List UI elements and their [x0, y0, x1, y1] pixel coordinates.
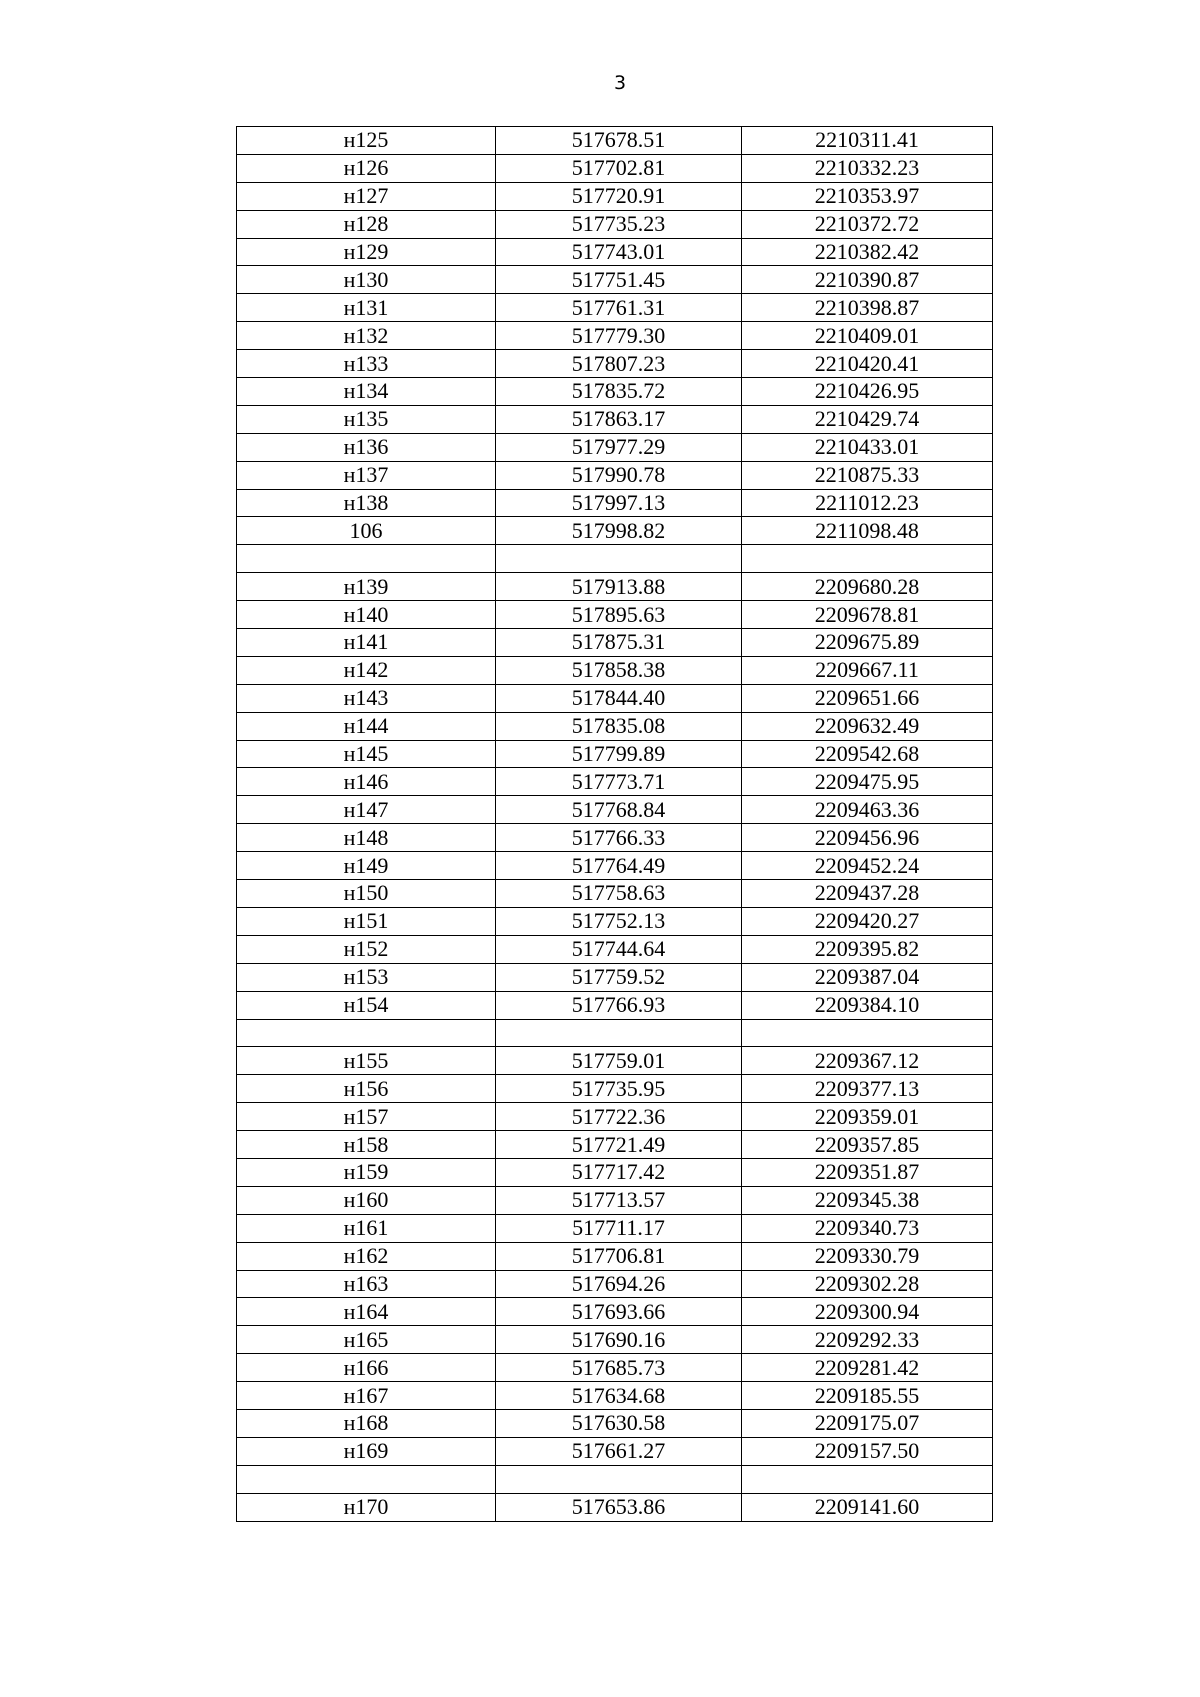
- table-row: [237, 1270, 993, 1298]
- x-coordinate-cell: 517744.64: [496, 935, 742, 963]
- point-id-cell: н165: [237, 1326, 496, 1354]
- y-coordinate-cell: 2209456.96: [742, 824, 993, 852]
- x-coordinate-cell: 517690.16: [496, 1326, 742, 1354]
- table-row: [237, 907, 993, 935]
- point-id-cell: н164: [237, 1298, 496, 1326]
- x-coordinate-cell: 517761.31: [496, 294, 742, 322]
- table-row: [237, 1214, 993, 1242]
- x-coordinate-cell: 517773.71: [496, 768, 742, 796]
- y-coordinate-cell: 2209300.94: [742, 1298, 993, 1326]
- point-id-cell: [237, 1019, 496, 1047]
- x-coordinate-cell: 517711.17: [496, 1214, 742, 1242]
- table-row: [237, 1131, 993, 1159]
- x-coordinate-cell: 517895.63: [496, 601, 742, 629]
- point-id-cell: н168: [237, 1409, 496, 1437]
- table-row: [237, 629, 993, 657]
- x-coordinate-cell: 517735.23: [496, 210, 742, 238]
- table-row: [237, 601, 993, 629]
- y-coordinate-cell: 2210382.42: [742, 238, 993, 266]
- point-id-cell: н148: [237, 824, 496, 852]
- table-row: [237, 1103, 993, 1131]
- point-id-cell: н129: [237, 238, 496, 266]
- x-coordinate-cell: 517685.73: [496, 1354, 742, 1382]
- y-coordinate-cell: 2209141.60: [742, 1493, 993, 1521]
- table-row: [237, 768, 993, 796]
- y-coordinate-cell: [742, 1465, 993, 1493]
- table-row: [237, 991, 993, 1019]
- table-row: [237, 182, 993, 210]
- point-id-cell: н144: [237, 712, 496, 740]
- point-id-cell: н153: [237, 963, 496, 991]
- point-id-cell: н137: [237, 461, 496, 489]
- point-id-cell: н127: [237, 182, 496, 210]
- y-coordinate-cell: 2209359.01: [742, 1103, 993, 1131]
- table-row: [237, 210, 993, 238]
- point-id-cell: н163: [237, 1270, 496, 1298]
- x-coordinate-cell: 517998.82: [496, 517, 742, 545]
- point-id-cell: н151: [237, 907, 496, 935]
- table-row: [237, 1242, 993, 1270]
- x-coordinate-cell: 517752.13: [496, 907, 742, 935]
- point-id-cell: н170: [237, 1493, 496, 1521]
- table-row: [237, 796, 993, 824]
- y-coordinate-cell: [742, 1019, 993, 1047]
- x-coordinate-cell: 517913.88: [496, 573, 742, 601]
- y-coordinate-cell: 2209340.73: [742, 1214, 993, 1242]
- point-id-cell: н145: [237, 740, 496, 768]
- point-id-cell: н149: [237, 852, 496, 880]
- x-coordinate-cell: 517764.49: [496, 852, 742, 880]
- x-coordinate-cell: 517751.45: [496, 266, 742, 294]
- y-coordinate-cell: 2210332.23: [742, 154, 993, 182]
- x-coordinate-cell: 517990.78: [496, 461, 742, 489]
- table-row: [237, 1047, 993, 1075]
- y-coordinate-cell: 2210409.01: [742, 322, 993, 350]
- point-id-cell: н155: [237, 1047, 496, 1075]
- y-coordinate-cell: 2210311.41: [742, 127, 993, 155]
- y-coordinate-cell: 2211098.48: [742, 517, 993, 545]
- point-id-cell: н138: [237, 489, 496, 517]
- y-coordinate-cell: 2209542.68: [742, 740, 993, 768]
- table-row: [237, 880, 993, 908]
- table-row: [237, 294, 993, 322]
- x-coordinate-cell: 517875.31: [496, 629, 742, 657]
- coordinates-table: [236, 126, 993, 1522]
- y-coordinate-cell: 2209651.66: [742, 684, 993, 712]
- x-coordinate-cell: [496, 1465, 742, 1493]
- table-row: [237, 127, 993, 155]
- table-row: [237, 1298, 993, 1326]
- y-coordinate-cell: 2209475.95: [742, 768, 993, 796]
- point-id-cell: [237, 545, 496, 573]
- x-coordinate-cell: 517768.84: [496, 796, 742, 824]
- table-row: [237, 1493, 993, 1521]
- point-id-cell: н162: [237, 1242, 496, 1270]
- x-coordinate-cell: 517759.01: [496, 1047, 742, 1075]
- table-row: [237, 433, 993, 461]
- y-coordinate-cell: 2210390.87: [742, 266, 993, 294]
- point-id-cell: н146: [237, 768, 496, 796]
- y-coordinate-cell: 2209185.55: [742, 1382, 993, 1410]
- y-coordinate-cell: 2209387.04: [742, 963, 993, 991]
- point-id-cell: н158: [237, 1131, 496, 1159]
- point-id-cell: н160: [237, 1186, 496, 1214]
- y-coordinate-cell: 2209675.89: [742, 629, 993, 657]
- table-row: [237, 740, 993, 768]
- y-coordinate-cell: 2210875.33: [742, 461, 993, 489]
- table-row: [237, 1019, 993, 1047]
- y-coordinate-cell: 2209632.49: [742, 712, 993, 740]
- page-number: 3: [613, 72, 627, 94]
- y-coordinate-cell: 2209463.36: [742, 796, 993, 824]
- y-coordinate-cell: 2209452.24: [742, 852, 993, 880]
- point-id-cell: н141: [237, 629, 496, 657]
- x-coordinate-cell: 517735.95: [496, 1075, 742, 1103]
- y-coordinate-cell: 2209330.79: [742, 1242, 993, 1270]
- point-id-cell: н128: [237, 210, 496, 238]
- table-row: [237, 378, 993, 406]
- x-coordinate-cell: 517717.42: [496, 1158, 742, 1186]
- x-coordinate-cell: 517653.86: [496, 1493, 742, 1521]
- table-row: [237, 935, 993, 963]
- table-row: [237, 1409, 993, 1437]
- y-coordinate-cell: 2209667.11: [742, 656, 993, 684]
- x-coordinate-cell: 517693.66: [496, 1298, 742, 1326]
- point-id-cell: н136: [237, 433, 496, 461]
- point-id-cell: н126: [237, 154, 496, 182]
- point-id-cell: н142: [237, 656, 496, 684]
- table-row: [237, 489, 993, 517]
- point-id-cell: н143: [237, 684, 496, 712]
- y-coordinate-cell: 2210372.72: [742, 210, 993, 238]
- x-coordinate-cell: 517997.13: [496, 489, 742, 517]
- y-coordinate-cell: 2210429.74: [742, 405, 993, 433]
- y-coordinate-cell: 2210426.95: [742, 378, 993, 406]
- point-id-cell: н154: [237, 991, 496, 1019]
- y-coordinate-cell: 2209367.12: [742, 1047, 993, 1075]
- point-id-cell: н134: [237, 378, 496, 406]
- x-coordinate-cell: 517722.36: [496, 1103, 742, 1131]
- point-id-cell: н147: [237, 796, 496, 824]
- y-coordinate-cell: 2209292.33: [742, 1326, 993, 1354]
- x-coordinate-cell: 517858.38: [496, 656, 742, 684]
- point-id-cell: н157: [237, 1103, 496, 1131]
- x-coordinate-cell: 517835.72: [496, 378, 742, 406]
- x-coordinate-cell: 517713.57: [496, 1186, 742, 1214]
- table-row: [237, 1326, 993, 1354]
- x-coordinate-cell: [496, 1019, 742, 1047]
- y-coordinate-cell: [742, 545, 993, 573]
- x-coordinate-cell: 517630.58: [496, 1409, 742, 1437]
- x-coordinate-cell: 517835.08: [496, 712, 742, 740]
- y-coordinate-cell: 2209157.50: [742, 1437, 993, 1465]
- x-coordinate-cell: 517799.89: [496, 740, 742, 768]
- table-row: [237, 1158, 993, 1186]
- table-row: [237, 684, 993, 712]
- x-coordinate-cell: 517863.17: [496, 405, 742, 433]
- y-coordinate-cell: 2209395.82: [742, 935, 993, 963]
- x-coordinate-cell: 517977.29: [496, 433, 742, 461]
- y-coordinate-cell: 2209302.28: [742, 1270, 993, 1298]
- table-row: [237, 405, 993, 433]
- point-id-cell: н131: [237, 294, 496, 322]
- x-coordinate-cell: 517721.49: [496, 1131, 742, 1159]
- table-row: [237, 350, 993, 378]
- table-row: [237, 154, 993, 182]
- table-row: [237, 517, 993, 545]
- y-coordinate-cell: 2210420.41: [742, 350, 993, 378]
- point-id-cell: [237, 1465, 496, 1493]
- x-coordinate-cell: 517779.30: [496, 322, 742, 350]
- x-coordinate-cell: 517766.33: [496, 824, 742, 852]
- point-id-cell: н167: [237, 1382, 496, 1410]
- x-coordinate-cell: 517743.01: [496, 238, 742, 266]
- point-id-cell: н166: [237, 1354, 496, 1382]
- point-id-cell: н169: [237, 1437, 496, 1465]
- coordinates-table-body: [237, 127, 993, 1522]
- y-coordinate-cell: 2209357.85: [742, 1131, 993, 1159]
- table-row: [237, 1437, 993, 1465]
- table-row: [237, 656, 993, 684]
- x-coordinate-cell: 517661.27: [496, 1437, 742, 1465]
- y-coordinate-cell: 2210433.01: [742, 433, 993, 461]
- table-row: [237, 573, 993, 601]
- y-coordinate-cell: 2209345.38: [742, 1186, 993, 1214]
- y-coordinate-cell: 2209437.28: [742, 880, 993, 908]
- y-coordinate-cell: 2211012.23: [742, 489, 993, 517]
- point-id-cell: н150: [237, 880, 496, 908]
- y-coordinate-cell: 2210398.87: [742, 294, 993, 322]
- point-id-cell: н159: [237, 1158, 496, 1186]
- table-row: [237, 852, 993, 880]
- y-coordinate-cell: 2209384.10: [742, 991, 993, 1019]
- x-coordinate-cell: 517702.81: [496, 154, 742, 182]
- x-coordinate-cell: 517694.26: [496, 1270, 742, 1298]
- x-coordinate-cell: 517844.40: [496, 684, 742, 712]
- x-coordinate-cell: 517807.23: [496, 350, 742, 378]
- table-row: [237, 824, 993, 852]
- table-row: [237, 1382, 993, 1410]
- y-coordinate-cell: 2209377.13: [742, 1075, 993, 1103]
- y-coordinate-cell: 2209680.28: [742, 573, 993, 601]
- x-coordinate-cell: 517634.68: [496, 1382, 742, 1410]
- y-coordinate-cell: 2209420.27: [742, 907, 993, 935]
- table-row: [237, 266, 993, 294]
- table-row: [237, 461, 993, 489]
- y-coordinate-cell: 2210353.97: [742, 182, 993, 210]
- table-row: [237, 1186, 993, 1214]
- table-row: [237, 1075, 993, 1103]
- x-coordinate-cell: 517706.81: [496, 1242, 742, 1270]
- point-id-cell: н132: [237, 322, 496, 350]
- table-row: [237, 1354, 993, 1382]
- x-coordinate-cell: 517759.52: [496, 963, 742, 991]
- point-id-cell: н125: [237, 127, 496, 155]
- table-row: [237, 545, 993, 573]
- point-id-cell: н135: [237, 405, 496, 433]
- point-id-cell: н156: [237, 1075, 496, 1103]
- table-row: [237, 1465, 993, 1493]
- x-coordinate-cell: 517720.91: [496, 182, 742, 210]
- table-row: [237, 322, 993, 350]
- y-coordinate-cell: 2209281.42: [742, 1354, 993, 1382]
- point-id-cell: 106: [237, 517, 496, 545]
- x-coordinate-cell: 517678.51: [496, 127, 742, 155]
- point-id-cell: н152: [237, 935, 496, 963]
- point-id-cell: н139: [237, 573, 496, 601]
- table-row: [237, 963, 993, 991]
- x-coordinate-cell: 517758.63: [496, 880, 742, 908]
- table-row: [237, 238, 993, 266]
- point-id-cell: н130: [237, 266, 496, 294]
- y-coordinate-cell: 2209175.07: [742, 1409, 993, 1437]
- y-coordinate-cell: 2209351.87: [742, 1158, 993, 1186]
- point-id-cell: н133: [237, 350, 496, 378]
- x-coordinate-cell: [496, 545, 742, 573]
- table-row: [237, 712, 993, 740]
- x-coordinate-cell: 517766.93: [496, 991, 742, 1019]
- y-coordinate-cell: 2209678.81: [742, 601, 993, 629]
- point-id-cell: н140: [237, 601, 496, 629]
- point-id-cell: н161: [237, 1214, 496, 1242]
